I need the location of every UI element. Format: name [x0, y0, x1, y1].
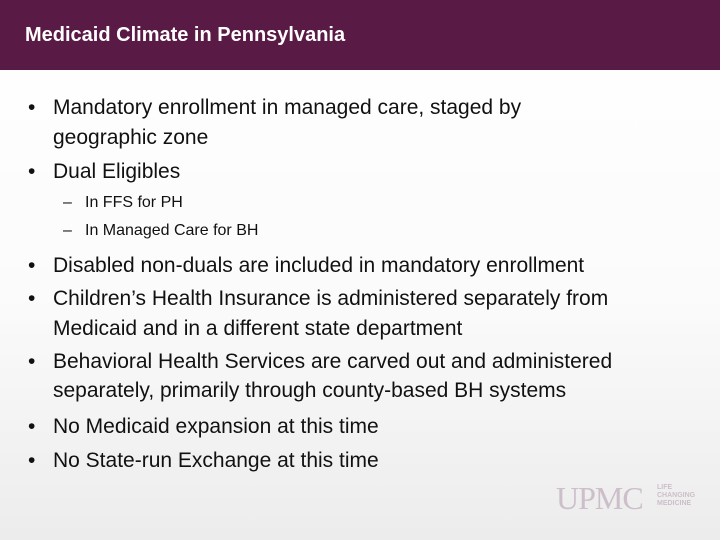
slide-title: Medicaid Climate in Pennsylvania [25, 24, 346, 46]
bullet-text: No State-run Exchange at this time [53, 449, 379, 472]
logo-tagline-line: MEDICINE [657, 500, 692, 507]
logo-tagline-line: LIFE [657, 484, 673, 491]
bullet-text: Behavioral Health Services are carved out and administered [53, 350, 613, 373]
bullet-marker: • [28, 415, 36, 438]
bullet-marker: • [28, 160, 36, 183]
sub-bullet-text: In FFS for PH [85, 194, 183, 211]
bullet-text: Children’s Health Insurance is administered separately from [53, 287, 609, 310]
logo-tagline-line: CHANGING [657, 492, 696, 499]
bullet-text: Disabled non-duals are included in mandatory enrollment [53, 254, 585, 277]
bullet-marker: • [28, 96, 36, 119]
bullet-text-continued: separately, primarily through county-based BH systems [53, 379, 567, 402]
bullet-text-continued: geographic zone [53, 126, 209, 149]
bullet-text: Mandatory enrollment in managed care, staged by [53, 96, 522, 119]
upmc-logo [556, 478, 706, 518]
bullet-marker: • [28, 449, 36, 472]
sub-bullet-marker: – [63, 194, 72, 211]
logo-tagline [657, 484, 712, 508]
bullet-text: Dual Eligibles [53, 160, 181, 183]
logo-wordmark: UPMC [556, 480, 643, 516]
bullet-marker: • [28, 287, 36, 310]
bullet-marker: • [28, 350, 36, 373]
bullet-text: No Medicaid expansion at this time [53, 415, 379, 438]
sub-bullet-text: In Managed Care for BH [85, 222, 259, 239]
bullet-marker: • [28, 254, 36, 277]
bullet-text-continued: Medicaid and in a different state department [53, 317, 463, 340]
sub-bullet-marker: – [63, 222, 72, 239]
